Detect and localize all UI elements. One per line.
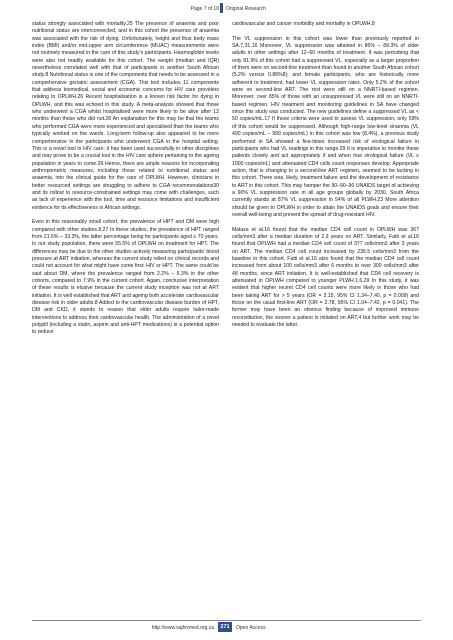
header-accent-bar bbox=[220, 3, 223, 13]
section-label: Original Research bbox=[226, 6, 267, 12]
page-label: Page 7 of 10 bbox=[190, 6, 219, 12]
body-paragraph: Malaza et al.16 found that the median CD4 cell count in OPLWH was 367 cells/mm3 after a median duration of 2.3 years on ART. Similarly, Fatti et al.16 found that OPLWH had a median CD4 cell count of 377 cells/mm3 after 3 years on ART. The median CD4 cell count increased by 236.5 cells/mm3 from the baseline in this cohort. Fatti et al.16 also found that the median CD4 cell count increased from about 100 cells/mm3 after 6 months to over 300 cells/mm3 after 48 months, since ART initiation. It is well-established that CD4 cell recovery is attenuated in OPLWH compared to younger PLWH.1,6,29 In this study, it was evident that higher recent CD4 cell counts were more likely in those who had been taking ART for > 5 years (OR = 3.15, 95% CI 1.34–7.40, p = 0.009) and those on the usual first-line ART (OR = 2.78, 95% CI 1.04–7.42, p = 0.041). The former may have been an obvious finding because of improved immune reconstitution, the sooner a patient is initiated on ART,4 but further work may be needed to evaluate the latter. bbox=[232, 226, 419, 329]
body-paragraph: The VL suppression in this cohort was lower than previously reported in SA.7,31,16 Moreover, VL suppression was attained in 86% – 89.3% of older adults in other settings after 12–60 months of treatment. It was perturbing that only 81.9% of this cohort had a suppressed VL, especially as a larger proportion of them were on second-line treatment than found in another South African cohort (5.2% versus 0.88%8); and female participants, who are historically more adherent to treatment, had lower VL suppression rates. Only 5.2% of the cohort were on second-line ART. The rest were still on a NNRTI-based regimen. Moreover, over 85% of those with an unsuppressed VL were still on an NNRTI-based regimen. HIV treatment and monitoring guidelines in SA have changed since this study was conducted. The new guidelines define a suppressed VL as < 50 copies/mL.17 If these criteria were used to assess VL suppression, only 59% of this cohort would be suppressed. Although high-range low-level viraemia (VL 400 copies/mL – 999 copies/mL) in this cohort was low (8.4%), a previous study performed in SA showed a five-times increased risk of virological failure in participants who had VL readings in this range.29 It is imperative to monitor these patients closely and act appropriately if and when true virological failure (VL ≥ 1000 copies/mL) and attenuated CD4 cells count responses develop. Appropriate action, that is changing to a second-line ART regimen, seemed to be lacking in this cohort. There was, likely, treatment failure and the development of resistance to ART in this cohort. This may hamper the 90–90–90 UNAIDS target of achieving a 90% VL suppression rate in all age groups globally by 2030. South Africa currently stands at 87% VL suppression in 54% of all PLWH.23 More attention should be given to OPLWH in order to attain the UNAIDS goals and ensure their overall well-being and prevent the spread of drug-resistant HIV. bbox=[232, 35, 419, 218]
body-paragraph: status strongly associated with mortality.25 The presence of anaemia and poor nutritional status are interconnected, and in this cohort the presence of anaemia was associated with the risk of dying. Unfortunately, height and thus body mass index (BMI) and/or mid-upper arm circumference (MUAC) measurements were not routinely measured in the care of this study’s participants. Haemoglobin levels were also not readily available for this cohort. The weight (median and IQR) nevertheless correlated well with that of participants in another South African study.8 Nutritional status is one of the components that needs to be assessed in a comprehensive geriatric assessment (CGA). This tool includes 11 components that address biomedical, social and economic concerns for HIV care providers relating to OPLWH.26 Recent hospitalisation is a known risk factor for dying in OPLWH, and this was echoed in this study. A meta-analysis showed that those who underwent a CGA whilst hospitalised were more likely to be alive after 12 months than those who did not.28 An explanation for this may be that the teams who performed CGA were more experienced and specialised than the teams who typically worked on the wards. Long-term follow-up also appeared to be more comprehensive in the participants who underwent CGA in the hospital setting. This is a novel tool in HIV care; it has been used successfully in other disciplines and may prove to be a crucial tool in the HIV care sphere pertaining to the ageing population in years to come.26 Hence, there are ample reasons for incorporating anthropometric measures, including those related to nutritional status and anaemia, into the clinical guide for the care of OPLWH. However, clinicians in better resourced settings are struggling to adhere to CGA recommendations30 and its rollout to resource-constrained settings may come with challenges, such as lack of experience with the tool, time and resource limitations and insufficient evidence for its effectiveness in African settings. bbox=[32, 21, 219, 211]
open-access-label: Open Access bbox=[236, 625, 266, 631]
footer-rule bbox=[32, 620, 421, 621]
journal-url-link[interactable]: http://www.sajhivmed.org.za bbox=[151, 625, 214, 631]
page-footer bbox=[0, 620, 453, 634]
body-paragraph: Even in this reasonably small cohort, the prevalence of HPT and DM were high compared with other studies.8,27 In these studies, the prevalence of HPT ranged from 21.5% – 33.3%, the latter percentage being for participants aged ≥ 70 years. In our study population, there were 55.5% of OPLWH on treatment for HPT. The differences may be due to the other studies actively measuring participants’ blood pressure at ART initiation, whereas the current study relied on clinical records and could not account for what might have come first: HIV or HPT. The same could be said about DM, where the prevalence ranged from 2.2% – 6.3% in the other cohorts, compared to 7.9% in the current cohort. Again, conclusive interpretation of these results is elusive because the current study inception was not at ART initiation. It is well established that ART and ageing both accelerate cardiovascular disease risk in older adults.8 Added to the cardiovascular disease burden of HPT, DM and CKD, it stands to reason that older adults require tailor-made interventions to address their cardiovascular health. The administration of a novel polypill (including a statin, aspirin and anti-HPT medications) is a potential option to reduce bbox=[32, 219, 219, 336]
page-number: 271 bbox=[218, 622, 232, 632]
page-header bbox=[0, 0, 453, 14]
left-column bbox=[32, 21, 219, 337]
right-column bbox=[232, 21, 419, 329]
body-paragraph: cardiovascular and cancer morbidity and mortality in OPLWH.8 bbox=[232, 21, 375, 27]
